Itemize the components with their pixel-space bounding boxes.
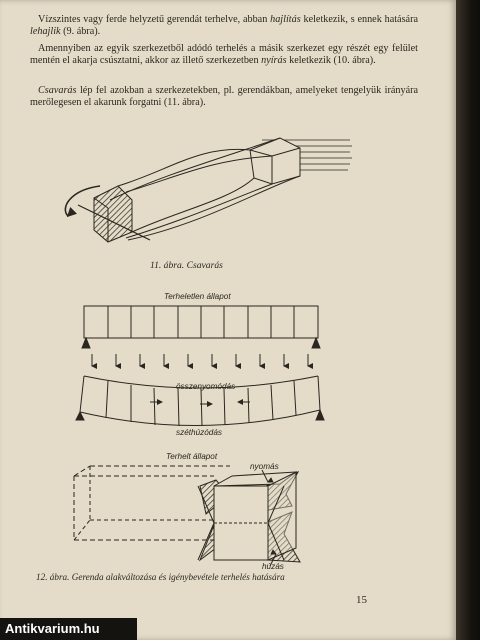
- p1-text-a: Vízszintes vagy ferde helyzetű gerendát terhelve, abban: [38, 14, 271, 25]
- figure-12-loaded-block: [74, 466, 300, 566]
- figure-12-load-arrows: [92, 354, 308, 366]
- p1-term-lehajlik: lehajlik: [30, 26, 61, 38]
- page-number: 15: [356, 594, 367, 606]
- watermark-logo: Antikvarium.hu: [0, 618, 137, 640]
- p3-term-csavaras: Csavarás: [38, 85, 77, 96]
- p2-term-nyiras: nyírás: [261, 55, 287, 67]
- figure-11-right-block: [250, 138, 300, 184]
- book-edge: [456, 0, 480, 640]
- figure-11-torsion-beam: [65, 138, 352, 242]
- figure-11-caption: 11. ábra. Csavarás: [150, 260, 223, 271]
- label-unloaded-state: Terheletlen állapot: [164, 292, 231, 301]
- p2-text-c: keletkezik (10. ábra).: [286, 55, 376, 67]
- p2-text-a: Amennyiben az egyik szerkezetből adódó terhelés a másik szerkezet egy részét egy felület mentén el akarja csúsztatni, akkor az illető szerkezetben: [30, 43, 418, 67]
- label-compression-top: összenyomódás: [176, 382, 236, 391]
- p3-text-b: lép fel azokban a szerkezetekben, pl. gerendákban, amelyeket tengelyük irányára merőlegesen el akarunk forgatni (11. ábra).: [30, 85, 418, 109]
- figure-12-caption: 12. ábra. Gerenda alakváltozása és igénybevétele terhelés hatására: [36, 572, 285, 582]
- label-tension-bottom: széthúzódás: [176, 428, 222, 437]
- label-compression: nyomás: [250, 462, 279, 471]
- p1-text-e: (9. ábra).: [60, 26, 101, 38]
- figure-11-left-face: [94, 186, 132, 242]
- p1-term-hajlitas: hajlítás: [270, 14, 301, 25]
- label-tension: húzás: [262, 562, 284, 571]
- figure-12-beam-unloaded: [82, 306, 320, 348]
- p1-text-c: keletkezik, s ennek hatására: [300, 14, 418, 25]
- label-loaded-state: Terhelt állapot: [166, 452, 218, 461]
